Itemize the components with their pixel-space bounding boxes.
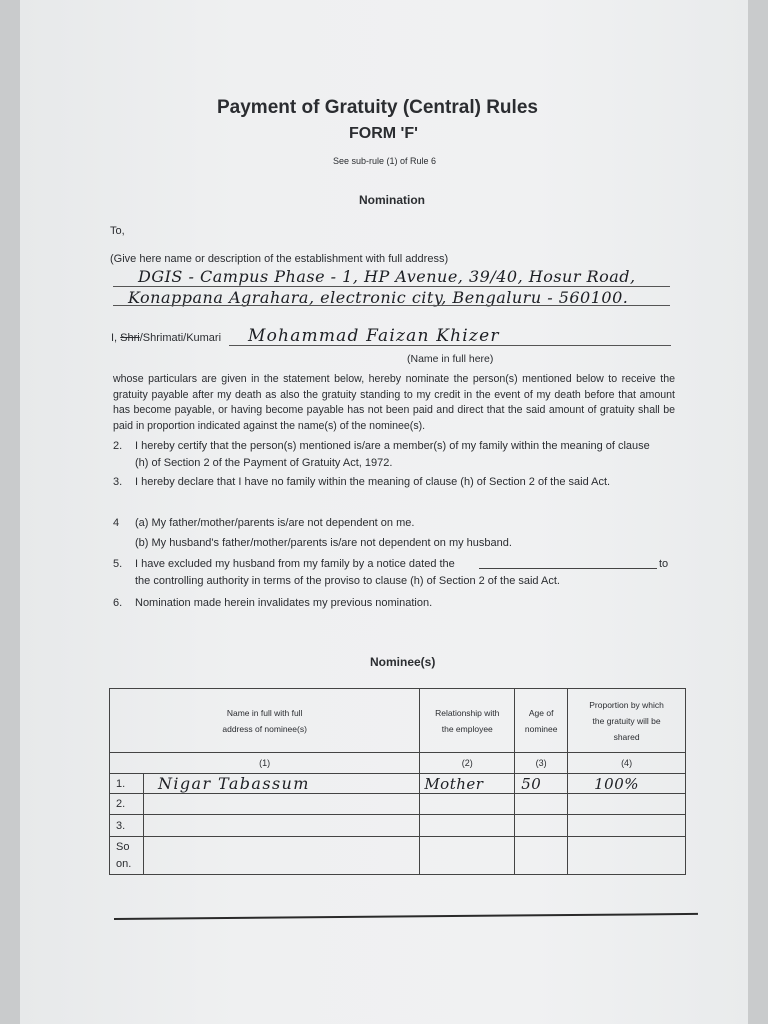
column-number-row	[110, 753, 686, 774]
nominee-proportion: 100%	[594, 774, 640, 793]
clause-number: 5.	[113, 558, 123, 570]
age-cell	[515, 774, 568, 794]
table-row	[110, 794, 686, 815]
nominee-name-cell	[143, 794, 419, 815]
nominee-name-cell	[143, 774, 419, 794]
column-header-text: shared	[613, 731, 640, 742]
column-header-text: nominee	[524, 723, 558, 734]
clause-number: 6.	[113, 597, 123, 609]
clause-text-line2: (b) My husband's father/mother/parents is/are not dependent on my husband.	[135, 537, 512, 549]
table-header-row	[110, 689, 686, 753]
proportion-cell	[568, 815, 686, 837]
row-number-line: So	[116, 840, 130, 853]
declarant-name-underline	[229, 345, 671, 346]
column-header-text: the gratuity will be	[592, 715, 661, 726]
clause-text-line2: (h) of Section 2 of the Payment of Gratuity Act, 1972.	[135, 457, 393, 469]
section-heading-nomination: Nomination	[359, 193, 425, 207]
nominees-table	[109, 688, 686, 875]
form-identifier: FORM 'F'	[349, 125, 418, 142]
column-header-text: the employee	[441, 723, 493, 734]
nomination-paragraph: whose particulars are given in the statement below, hereby nominate the person(s) mentioned below to receive the gratuity payable after my death as also the gratuity standing to my credit in the event of my death before that amount has become payable, or having become payable has not been paid and direct that the said amount of gratuity shall be paid in proportion indicated against the name(s) of the nominee(s).	[113, 373, 675, 432]
column-header-age	[515, 689, 568, 753]
column-header-relationship	[420, 689, 515, 753]
nominees-heading: Nominee(s)	[370, 655, 436, 669]
table-row	[110, 815, 686, 837]
row-number: 1.	[110, 774, 144, 794]
relationship-cell	[420, 815, 515, 837]
to-label: To,	[110, 225, 125, 237]
relationship-cell	[420, 837, 515, 875]
clause-number: 4	[113, 517, 120, 529]
age-cell	[515, 837, 568, 875]
clause-text-line1: (a) My father/mother/parents is/are not dependent on me.	[135, 517, 415, 529]
proportion-cell	[568, 774, 686, 794]
relationship-cell	[420, 774, 515, 794]
form-title: Payment of Gratuity (Central) Rules	[217, 97, 538, 118]
declarant-name: Mohammad Faizan Khizer	[248, 326, 500, 346]
nominee-relationship: Mother	[424, 774, 484, 793]
column-number: (2)	[420, 753, 515, 774]
row-number: 3.	[110, 815, 144, 837]
nominee-name-cell	[143, 837, 419, 875]
column-header-text: Proportion by which	[589, 699, 664, 710]
clause-text-line1: Nomination made herein invalidates my previous nomination.	[135, 597, 433, 609]
address-instruction: (Give here name or description of the establishment with full address)	[110, 253, 449, 265]
table-row	[110, 837, 686, 875]
nominee-name-cell	[143, 815, 419, 837]
column-header-proportion	[568, 689, 686, 753]
declarant-titles: /Shrimati/Kumari	[139, 332, 222, 344]
nominee-age: 50	[521, 774, 542, 793]
age-cell	[515, 794, 568, 815]
clause-text-line1-end: to	[659, 558, 669, 570]
clause-text-line1: I have excluded my husband from my family by a notice dated the	[135, 558, 455, 570]
declarant-name-hint: (Name in full here)	[407, 353, 494, 365]
clause-5-date-line	[479, 568, 657, 569]
proportion-cell	[568, 794, 686, 815]
column-header-text: Name in full with full	[226, 707, 303, 718]
clause-text-line2: the controlling authority in terms of the proviso to clause (h) of Section 2 of the said Act.	[135, 575, 560, 587]
column-number: (3)	[515, 753, 568, 774]
clause-text-line1: I hereby certify that the person(s) mentioned is/are a member(s) of my family within the meaning of clause	[135, 440, 650, 452]
nominee-name: Nigar Tabassum	[157, 774, 310, 793]
column-header-text: Age of	[528, 707, 554, 718]
clause-number: 3.	[113, 476, 123, 488]
declarant-title-line	[111, 332, 221, 344]
row-number: 2.	[110, 794, 144, 815]
address-underline-1	[113, 286, 670, 287]
address-line-1: DGIS - Campus Phase - 1, HP Avenue, 39/40, Hosur Road,	[138, 267, 636, 286]
column-header-text: address of nominee(s)	[222, 723, 307, 734]
column-header-name	[110, 689, 420, 753]
sub-rule-reference: See sub-rule (1) of Rule 6	[333, 156, 437, 166]
proportion-cell	[568, 837, 686, 875]
struck-title: Shri	[120, 332, 140, 344]
column-header-text: Relationship with	[435, 707, 500, 718]
column-number: (4)	[568, 753, 686, 774]
clause-number: 2.	[113, 440, 123, 452]
table-row	[110, 774, 686, 794]
address-underline-2	[113, 305, 670, 306]
declarant-prefix: I,	[111, 332, 121, 344]
relationship-cell	[420, 794, 515, 815]
address-line-2: Konappana Agrahara, electronic city, Bengaluru - 560100.	[128, 288, 629, 307]
row-number-line: on.	[116, 857, 132, 870]
age-cell	[515, 815, 568, 837]
clause-text-line1: I hereby declare that I have no family within the meaning of clause (h) of Section 2 of the said Act.	[135, 476, 611, 488]
row-number	[110, 837, 144, 875]
column-number: (1)	[110, 753, 420, 774]
